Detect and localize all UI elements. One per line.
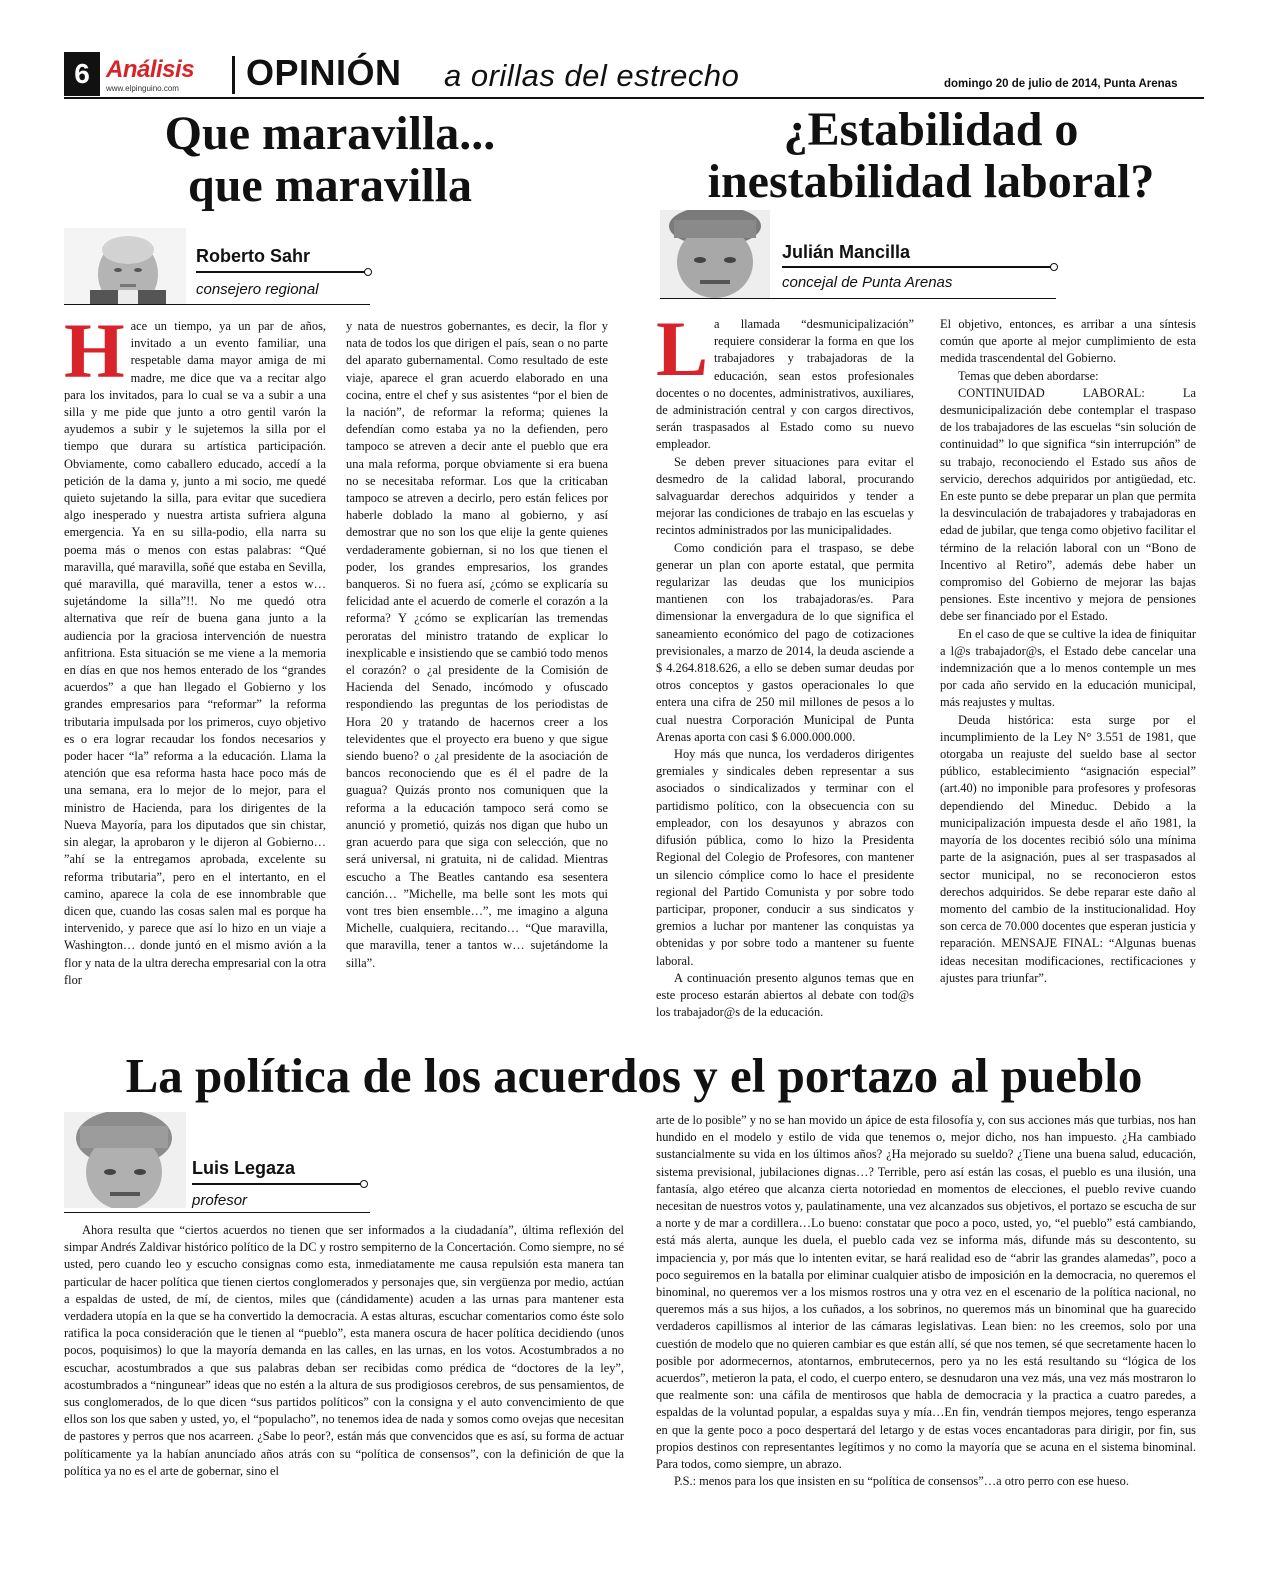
- article1-dropcap: H: [64, 307, 125, 394]
- article2-author: Julián Mancilla: [782, 242, 911, 262]
- section-title: OPINIÓN: [246, 52, 402, 93]
- brand-url: www.elpinguino.com: [106, 84, 179, 93]
- portrait-sahr-icon: [64, 228, 186, 304]
- article3-author-role: profesor: [192, 1192, 248, 1209]
- article2-column-1: [656, 305, 914, 1021]
- article2-col1-p1: a llamada “desmunicipalización” requiere considerar la forma en que los trabajadores y trabajadoras de la educación, sean estos profesionales docentes o no docentes, administrativos, auxiliares, de administración central y con cargos directivos, serán traspasados al Estado como su nuevo empleador.: [656, 317, 914, 452]
- article2-col2-p5: Deuda histórica: esta surge por el incumplimiento de la Ley N° 3.551 de 1981, que otorgaba un reajuste del sueldo base al sector público, establecimiento “asignación especial” (art.40) no imponible para profesores y profesoras dependiendo del Mineduc. Debido a la municipalización impuesta desde el año 1981, la mayoría de los docentes recibió sólo una mínima parte de la asignación, pues al ser traspasados al sector municipal, no se reconocieron estos derechos adquiridos. Se debe reparar este daño al momento del cambio de la institucionalidad. Hoy son cerca de 70.000 docentes que esperan justicia y reparación. MENSAJE FINAL: “Algunas buenas ideas necesitan modificaciones, rectificaciones y ajustes para triunfar”.: [940, 712, 1196, 985]
- issue-date: domingo 20 de julio de 2014, Punta Arenas: [944, 78, 1178, 90]
- article3-col2-text: arte de lo posible” y no se han movido un ápice de esta filosofía y, con sus acciones más que turbias, nos han hundido en el modelo y estilo de vida que tenemos o, mejor dicho, nos han impuesto. ¿Ha cambiado sustancialmente su vida en los últimos años? ¿Ha mejorado su sueldo? ¿Tiene una buena salud, educación, sistema previsional, jubilaciones dignas…? Terrible, pero así están las cosas, el pueblo es una ilusión, una fantasía, algo etéreo que alcanza cierta notoriedad en momentos de elecciones, el pueblo revive cuando necesitan de nuestros votos y, paulatinamente, una vez alcanzados sus objetivos, el portazo se escucha de sur a norte y de mar a cordillera…Lo bueno: constatar que poco a poco, usted, yo, “el pueblo” está cambiando, está más alerta, aunque les duela, el pueblo cada vez se informa más, difunde más su descontento, su impaciencia y, por más que lo intenten evitar, se hará realidad eso de “abrir las grandes alamedas”, poco a poco seguiremos en la batalla por eliminar cualquier atisbo de imposición en la democracia, no queremos el binominal, no queremos ver a los mismos rostros una y otra vez en el escenario de la política nacional, no queremos más a sus hijos, a los cuñados, a los sobrinos, no queremos más un binominal que ha guarecido verdaderos capillismos al interior de las cámaras legislativas. Lean bien: no les creemos, solo por una cuestión de modelo que no quieren cambiar es que están allí, sé que nos temen, sé que secretamente hacen lo posible por adormecernos, atontarnos, embrutecernos, pero ya no les está resultando su “lógica de los acuerdos”, metieron la pata, el codo, el cuerpo entero, se desnudaron una vez más, una vez más mostraron lo que realmente son: una cáfila de mentirosos que habla de democracia y la practica a cuatro paredes, a espaldas de la voluntad popular, a espaldas suya y mía…En fin, vendrán tiempos mejores, tengo esperanza en que la gente poco a poco despertará del letargo y de estas voces encantadoras para dirigir, por fin, sus propios destinos con representantes legítimos y no como la mayoría que se acuna en el sistema binominal. Para todos, como siempre, un abrazo.: [656, 1113, 1196, 1472]
- article1-headline: [80, 108, 580, 212]
- article2-author-role: concejal de Punta Arenas: [782, 274, 953, 291]
- article3-author-rule: [192, 1183, 364, 1185]
- article3-ps: P.S.: menos para los que insisten en su “política de consensos”…a otro perro con ese hueso.: [674, 1474, 1129, 1489]
- article2-title-line2: inestabilidad laboral?: [707, 154, 1155, 208]
- article1-byline-rule: [64, 304, 370, 305]
- article2-byline-rule: [660, 298, 1056, 299]
- article2-col1-p2: Se deben prever situaciones para evitar el desmedro de la calidad laboral, procurando salvaguardar derechos adquiridos y tender a mejorar las condiciones de trabajo en las escuelas y recintos administrados por las municipalidades.: [656, 454, 914, 538]
- article2-col1-p4: Hoy más que nunca, los verdaderos dirigentes gremiales y sindicales deben representar a sus asociados o sindicalizados y terminar con el partidismo político, con la obsecuencia con su empleador, con los desayunos y abrazos con difusión pública, como lo hizo la Presidenta Regional del Colegio de Profesores, con mantener un silencio cómplice como lo hace el presidente regional del Partido Comunista y por sobre todo participar, proponer, conducir a sus sindicatos y gremios a luchar por mantener las conquistas ya obtenidas y por sobre todo a mantener su fuente laboral.: [656, 747, 914, 968]
- article3-headline: La política de los acuerdos y el portazo al pueblo: [125, 1048, 1143, 1103]
- article1-col1-text: ace un tiempo, ya un par de años, invitado a un evento familiar, una respetable dama mayor amiga de mi madre, me dice que va a recitar algo para los invitados, para lo cual se va a subir a una silla y me pide que junto a otro gentil varón la ayudemos a subir y le sujetemos la silla por el tiempo que durara su artística participación. Obviamente, como caballero educado, accedí a la petición de la dama y, junto a mi socio, me quedé quieto sujetando la silla, para evitar que sucediera algo inesperado y nuestra artista sufriera alguna emergencia. Ya en su silla-podio, ella narra su poema más o menos con estas palabras: “Qué maravilla, qué maravilla, soñé que estaba en Sevilla, qué maravilla, qué maravilla, tener a estos w… sujetándome la silla”!!. No me quedó otra alternativa que reír de buena gana junto a la audiencia por la graciosa intervención de nuestra anfitriona. Esta situación se me viene a la memoria en días en que nos hemos enterado de los “grandes acuerdos” a que han llegado el Gobierno y los grandes empresarios para “reformar” la reforma tributaria impulsada por los primeros, cuyo objetivo es o era lograr recaudar los fondos necesarios y poder hacer “la” reforma a la educación. Llama la atención que esa reforma hasta hace poco más de una semana, era lo mejor de lo mejor, para el ministro de Hacienda, para los dirigentes de la Nueva Mayoría, para los diputados que sin chistar, sin alegar, la aprobaron y le dijeron al Gobierno… ”ahí se la entregamos aprobada, excelente su reforma tributaria”, pero en el intertanto, en el camino, aparece la cola de ese innombrable que dicen que, cuando las cosas salen mal es porque ha intervenido, y parece que así lo hizo en un viaje a Washington… donde juntó en el mismo avión a la flor y nata de la ultra derecha empresarial con la otra flor: [64, 319, 326, 987]
- article3-author: Luis Legaza: [192, 1158, 296, 1178]
- article1-column-1: [64, 307, 326, 989]
- article3-byline-rule: [64, 1212, 370, 1213]
- article3-column-2: [656, 1112, 1196, 1490]
- article2-author-rule: [782, 266, 1054, 268]
- author-photo-legaza: [64, 1112, 186, 1208]
- article1-column-2: [346, 318, 608, 972]
- article2-dropcap: L: [656, 305, 709, 392]
- article2-col1-p5: A continuación presento algunos temas que en este proceso estarán abiertos al debate con tod@s los trabajador@s de la educación.: [656, 970, 914, 1020]
- article1-author-role: consejero regional: [196, 281, 319, 298]
- article2-col1-p3: Como condición para el traspaso, se debe generar un plan con aporte estatal, que permita regularizar las deudas que los municipios mantienen con los trabajadoras/es. Para dimensionar la envergadura de lo que significa el saneamiento económico del pago de cotizaciones previsionales, a marzo de 2014, la deuda asciende a $ 4.264.818.626, a ello se deben sumar deudas por otros conceptos y gastos operacionales lo que entera una cifra de 250 mil millones de pesos a lo cual nuestra Corporación Municipal de Punta Arenas aporta con casi $ 6.000.000.000.: [656, 540, 914, 744]
- article2-col2-p3: CONTINUIDAD LABORAL: La desmunicipalización debe contemplar el traspaso de los trabajadores de las escuelas “sin solución de continuidad” lo que significa “sin interrupción” de su trabajo, reconociendo el Estado sus años de servicio, derechos adquiridos por antigüedad, etc. En este punto se debe preparar un plan que permita la desvinculación de trabajadores y trabajadoras en edad de jubilar, que tenga como objetivo facilitar el término de la relación laboral con un “Bono de Incentivo al Retiro”, además debe haber un compromiso del Gobierno de mejorar las bajas pensiones. Este incentivo y mejora de pensiones debe ser financiado por el Estado.: [940, 385, 1196, 624]
- section-subtitle: a orillas del estrecho: [444, 58, 740, 93]
- article3-column-1: [64, 1222, 624, 1480]
- article2-col2-p1: El objetivo, entonces, es arribar a una síntesis común que aporte al mejor cumplimiento de esta medida trascendental del Gobierno.: [940, 317, 1196, 366]
- article1-title-line1: Que maravilla...: [164, 107, 496, 160]
- article1-author: Roberto Sahr: [196, 246, 311, 266]
- article1-col2-text: y nata de nuestros gobernantes, es decir, la flor y nata de todos los que dirigen el país, sean o no parte del aparato gubernamental. Como resultado de este viaje, aparece el gran acuerdo elaborado en una cocina, entre el chef y sus asistentes “por el bien de la nación”, de reformar la reforma; quienes la defendían como estaba ya no la defienden, pero tampoco se atreven a decir ante el pueblo que era una mala reforma, porque obviamente si era buena no se necesitaba reformar. Los que la criticaban tampoco se atreven a decirlo, pero están felices por haberle doblado la mano al gobierno, y así demostrar que no son los que elije la gente quienes verdaderamente gobiernan, si no los que tienen el poder, los grandes empresarios, los grandes banqueros. Si no fuera así, ¿cómo se explicaría su felicidad ante el acuerdo de comerle el corazón a la reforma? Y ¿cómo se explicarían las tremendas peroratas del ministro tratando de explicar lo inexplicable e insistiendo que se cambió todo menos el corazón? o ¿al presidente de la Comisión de Hacienda del Senado, incómodo y ofuscado respondiendo las preguntas de los periodistas de Hora 20 y tratando de hacernos creer a los televidentes que el proyecto era bueno y que sigue siendo bueno? o ¿al presidente de la asociación de bancos reconociendo que es él el padre de la guagua? Quizás pronto nos comuniquen que la reforma a la educación tampoco será como se anunció y prometió, quizás nos digan que hubo un gran acuerdo para que siga con selección, que no será universal, ni gratuita, ni de calidad. Mientras escucho a The Beatles cantando esa sesentera canción… ”Michelle, ma belle sont les mots qui vont tres bien ensemble…”, me imagino a alguna Michelle, cualquiera, recitando… “Que maravilla, que maravilla, tener a tantos w… sujetándome la silla”.: [346, 319, 608, 970]
- article2-col2-p2: Temas que deben abordarse:: [958, 368, 1099, 383]
- article3-col1-text: Ahora resulta que “ciertos acuerdos no tienen que ser informados a la ciudadanía”, última reflexión del simpar Andrés Zaldivar histórico político de la DC y rostro sempiterno de la Concertación. Como siempre, no sé usted, pero cuando leo y escucho consignas como esta, inmediatamente me causa repulsión esta manera tan particular de hacer política que tienen ciertos conglomerados y personajes que, sin vergüenza por medio, actúan a espaldas de usted, de mí, de cientos, miles que (cándidamente) acuden a las urnas para mantener esta verdadera utopía en la que se ha convertido la democracia. A estas alturas, escuchar comentarios como éste solo ratifica la poca consideración que le tienen al “pueblo”, esta manera oscura de hacer política decidiendo (unos pocos, poquisimos) lo que la mayoría demanda en las calles, en las urnas, en los votos. Acostumbrados a no escuchar, acostumbrados a que sus palabras deban ser recibidas como prédica de “doctores de la ley”, acostumbrados a “ningunear” ideas que no estén a la altura de sus prodigiosos cerebros, de sus pensamientos, de sus conglomerados, de lo que dicen “sus partidos políticos” con la consigna y el auto convencimiento de que ellos son los que saben y usted, yo, el “populacho”, no tenemos idea de nada y somos como ovejas que necesitan de pastores y perros que nos acarreen. ¿Sabe lo peor?, están más que convencidos que es así, su forma de actuar políticamente ya la habían anunciado años atrás con su “política de consensos”, con la definición de que la política ya no es el arte de gobernar, sino el: [64, 1223, 624, 1478]
- header-divider: [232, 56, 235, 94]
- author-photo-mancilla: [660, 210, 770, 298]
- page-number: 6: [64, 52, 100, 96]
- article2-headline: [646, 104, 1216, 208]
- article1-title-line2: que maravilla: [188, 158, 472, 212]
- brand-logo: Análisis: [106, 56, 195, 83]
- article1-author-rule: [196, 271, 368, 273]
- article2-col2-p4: En el caso de que se cultive la idea de finiquitar a l@s trabajador@s, el Estado debe cancelar una indemnización que a lo menos contemple un mes por cada año servido en la educación municipal, más reajustes y multas.: [940, 626, 1196, 710]
- author-photo-sahr: [64, 228, 186, 304]
- article2-title-line1: ¿Estabilidad o: [783, 103, 1079, 156]
- portrait-mancilla-icon: [660, 210, 770, 298]
- article2-column-2: [940, 316, 1196, 987]
- portrait-legaza-icon: [64, 1112, 186, 1208]
- header-rule: [64, 97, 1204, 99]
